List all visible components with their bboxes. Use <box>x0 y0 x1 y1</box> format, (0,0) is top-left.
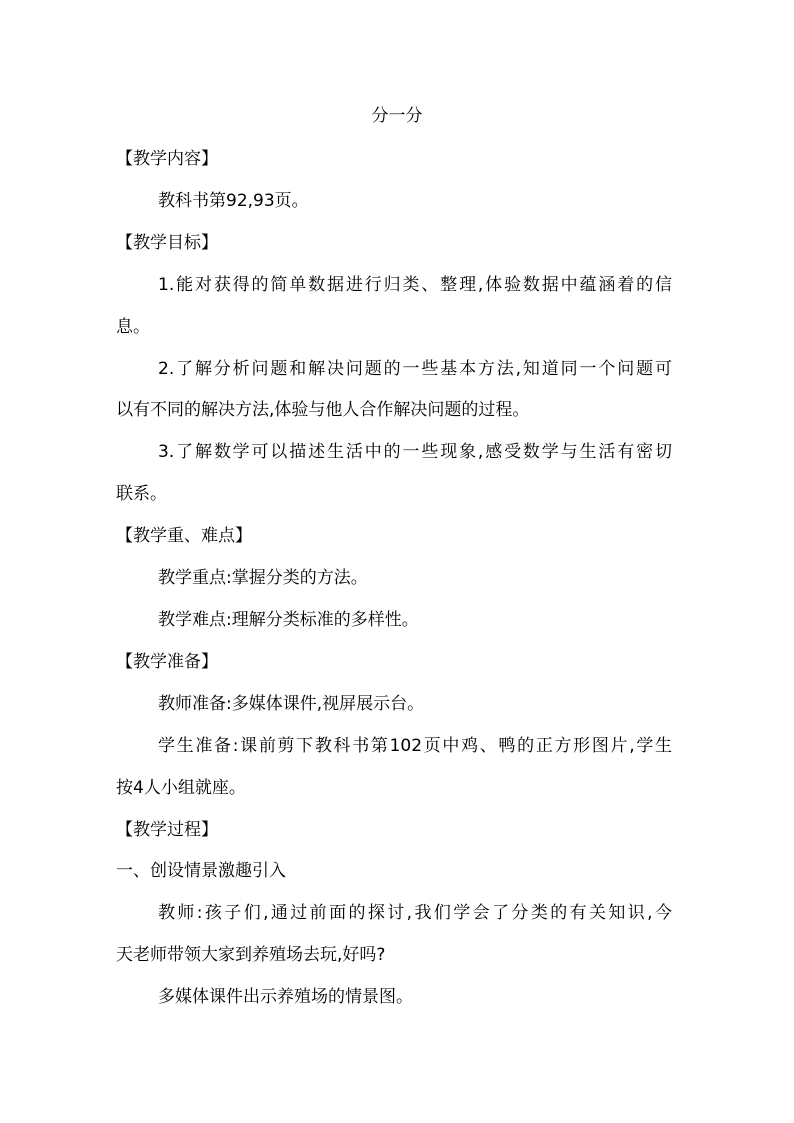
key-point-text: 教学重点:掌握分类的方法。 <box>158 568 368 588</box>
teacher-speech-line-2: 天老师带领大家到养殖场去玩,好吗? <box>116 945 386 965</box>
section-heading-process: 【教学过程】 <box>116 820 218 840</box>
document-title: 分一分 <box>371 106 423 126</box>
goal-3-line-2: 联系。 <box>116 484 167 504</box>
section-heading-content: 【教学内容】 <box>116 149 218 169</box>
teacher-preparation-text: 教师准备:多媒体课件,视屏展示台。 <box>158 694 425 714</box>
teacher-speech-line-1: 教师:孩子们,通过前面的探讨,我们学会了分类的有关知识,今 <box>158 903 672 923</box>
section-heading-goals: 【教学目标】 <box>116 233 218 253</box>
goal-1-line-2: 息。 <box>116 317 150 337</box>
student-preparation-line-1: 学生准备:课前剪下教科书第102页中鸡、鸭的正方形图片,学生 <box>158 736 672 756</box>
goal-1-line-1: 1.能对获得的简单数据进行归类、整理,体验数据中蕴涵着的信 <box>158 275 672 295</box>
content-text: 教科书第92,93页。 <box>158 191 309 211</box>
student-preparation-line-2: 按4人小组就座。 <box>116 778 246 798</box>
step-1-heading: 一、创设情景激趣引入 <box>116 861 286 881</box>
goal-2-line-1: 2.了解分析问题和解决问题的一些基本方法,知道同一个问题可 <box>158 359 672 379</box>
goal-2-line-2: 以有不同的解决方法,体验与他人合作解决问题的过程。 <box>116 400 530 420</box>
section-heading-key-points: 【教学重、难点】 <box>116 526 252 546</box>
goal-3-line-1: 3.了解数学可以描述生活中的一些现象,感受数学与生活有密切 <box>158 442 672 462</box>
section-heading-preparation: 【教学准备】 <box>116 652 218 672</box>
difficult-point-text: 教学难点:理解分类标准的多样性。 <box>158 610 419 630</box>
multimedia-description: 多媒体课件出示养殖场的情景图。 <box>158 987 413 1007</box>
